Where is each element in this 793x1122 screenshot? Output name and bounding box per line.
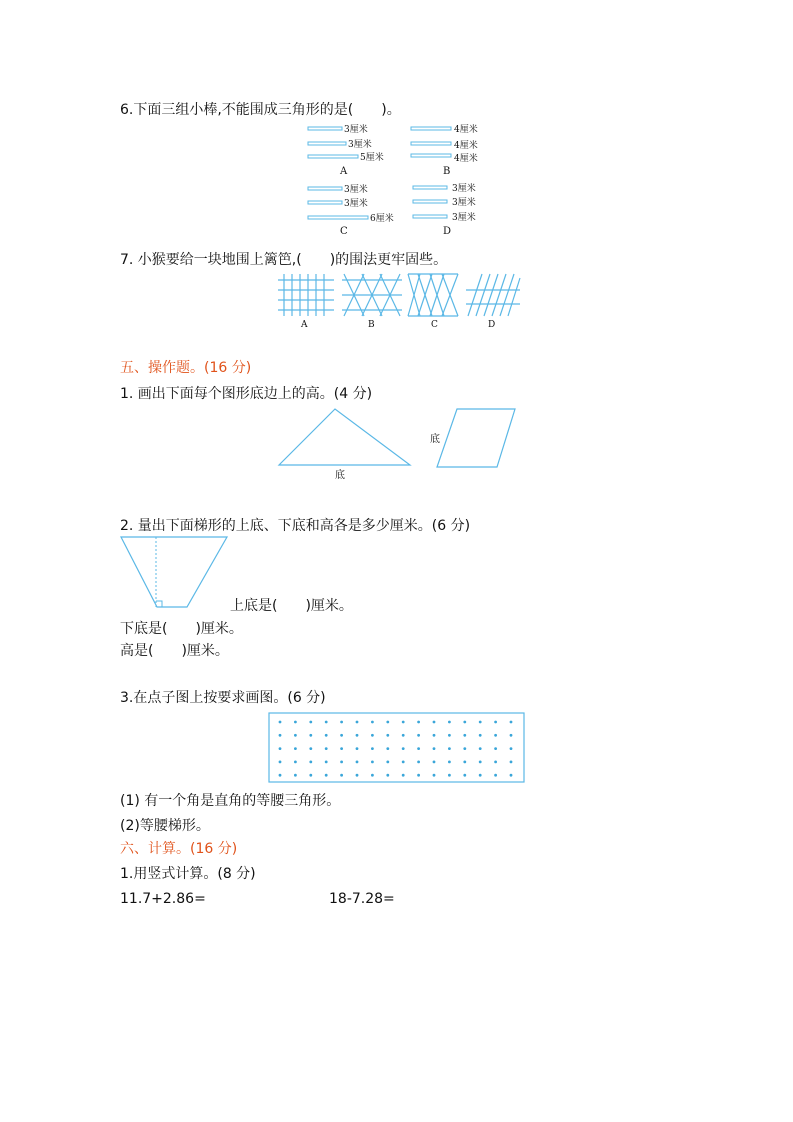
- expression-2: 18-7.28=: [329, 891, 395, 907]
- grid-dot: [279, 747, 282, 750]
- grid-dot: [479, 721, 482, 724]
- grid-dot: [325, 721, 328, 724]
- trapezoid-figure: [117, 535, 233, 611]
- section-6-score: (16 分): [190, 841, 238, 857]
- grid-dot: [371, 747, 374, 750]
- grid-dot: [386, 747, 389, 750]
- grid-dot: [309, 774, 312, 777]
- operation-2-text: 2. 量出下面梯形的上底、下底和高各是多少厘米。(6 分): [120, 518, 471, 534]
- grid-dot: [463, 747, 466, 750]
- grid-dot: [463, 774, 466, 777]
- grid-dot: [309, 734, 312, 737]
- grid-dot: [340, 734, 343, 737]
- grid-dot: [325, 747, 328, 750]
- grid-dot: [279, 761, 282, 764]
- grid-dot: [494, 761, 497, 764]
- operation-1-text: 1. 画出下面每个图形底边上的高。(4 分): [120, 386, 373, 402]
- grid-dot: [479, 747, 482, 750]
- grid-dot: [433, 721, 436, 724]
- fence-c-label: C: [431, 320, 438, 330]
- grid-dot: [356, 761, 359, 764]
- stick-label-b2: 4厘米: [454, 141, 478, 151]
- grid-dot: [356, 734, 359, 737]
- requirement-2: (2)等腰梯形。: [120, 818, 210, 834]
- requirement-1: (1) 有一个角是直角的等腰三角形。: [120, 793, 341, 809]
- grid-dot: [279, 721, 282, 724]
- sticks-figure: [300, 120, 500, 240]
- grid-dot: [433, 747, 436, 750]
- grid-dot: [340, 721, 343, 724]
- fence-a-label: A: [301, 320, 308, 330]
- grid-dot: [340, 761, 343, 764]
- grid-dot: [325, 761, 328, 764]
- stick-label-c3: 6厘米: [370, 214, 394, 224]
- stick-label-b3: 4厘米: [454, 154, 478, 164]
- option-c-label: C: [340, 226, 348, 237]
- grid-dot: [402, 774, 405, 777]
- grid-dot: [479, 734, 482, 737]
- grid-dot: [417, 734, 420, 737]
- grid-dot: [510, 734, 513, 737]
- grid-dot: [448, 747, 451, 750]
- grid-dot: [433, 761, 436, 764]
- grid-dot: [386, 734, 389, 737]
- grid-dot: [417, 747, 420, 750]
- grid-dot: [448, 761, 451, 764]
- grid-dot: [510, 774, 513, 777]
- grid-dot: [494, 747, 497, 750]
- stick-label-c1: 3厘米: [344, 185, 368, 195]
- grid-dot: [402, 747, 405, 750]
- triangle-base-label: 底: [335, 470, 345, 481]
- grid-dot: [309, 747, 312, 750]
- grid-dot: [417, 774, 420, 777]
- question-6-text: 6.下面三组小棒,不能围成三角形的是( )。: [120, 102, 401, 118]
- grid-dot: [371, 721, 374, 724]
- grid-dot: [479, 761, 482, 764]
- grid-dot: [448, 721, 451, 724]
- grid-dot: [402, 761, 405, 764]
- grid-dot: [294, 734, 297, 737]
- fence-d-label: D: [488, 320, 496, 330]
- grid-dot: [325, 774, 328, 777]
- fence-b-label: B: [368, 320, 375, 330]
- stick-label-d3: 3厘米: [452, 213, 476, 223]
- grid-dot: [433, 734, 436, 737]
- option-b-label: B: [443, 166, 451, 177]
- grid-dot: [340, 747, 343, 750]
- question-7-text: 7. 小猴要给一块地围上篱笆,( )的围法更牢固些。: [120, 252, 448, 268]
- grid-dot: [386, 761, 389, 764]
- dot-grid-border: [269, 713, 524, 782]
- expression-1: 11.7+2.86=: [120, 891, 206, 907]
- grid-dot: [448, 774, 451, 777]
- grid-dot: [325, 734, 328, 737]
- stick-label-d2: 3厘米: [452, 198, 476, 208]
- grid-dot: [356, 747, 359, 750]
- grid-dot: [463, 721, 466, 724]
- triangle-shape: [279, 409, 410, 465]
- stick-label-d1: 3厘米: [452, 184, 476, 194]
- dot-grid: [268, 712, 526, 784]
- option-a-label: A: [340, 166, 348, 177]
- grid-dot: [510, 721, 513, 724]
- grid-dot: [479, 774, 482, 777]
- grid-dot: [463, 761, 466, 764]
- grid-dot: [433, 774, 436, 777]
- option-d-label: D: [443, 226, 452, 237]
- grid-dot: [309, 761, 312, 764]
- stick-label-a3: 5厘米: [360, 153, 384, 163]
- grid-dot: [417, 761, 420, 764]
- trapezoid-shape: [121, 537, 227, 607]
- grid-dot: [340, 774, 343, 777]
- grid-dot: [494, 774, 497, 777]
- stick-label-b1: 4厘米: [454, 125, 478, 135]
- grid-dot: [402, 721, 405, 724]
- grid-dot: [494, 734, 497, 737]
- stick-label-a2: 3厘米: [348, 140, 372, 150]
- grid-dot: [371, 774, 374, 777]
- grid-dot: [386, 721, 389, 724]
- grid-dot: [463, 734, 466, 737]
- grid-dot: [371, 734, 374, 737]
- section-5-title: 五、操作题。: [120, 360, 204, 376]
- parallelogram-base-label: 底: [430, 434, 440, 445]
- lower-base-answer: 下底是( )厘米。: [120, 621, 243, 637]
- upper-base-answer: 上底是( )厘米。: [230, 598, 353, 614]
- height-answer: 高是( )厘米。: [120, 643, 229, 659]
- grid-dot: [356, 774, 359, 777]
- grid-dot: [510, 761, 513, 764]
- calculation-1-text: 1.用竖式计算。(8 分): [120, 866, 256, 882]
- shapes-figure: [275, 405, 525, 483]
- stick-label-a1: 3厘米: [344, 125, 368, 135]
- section-6-title: 六、计算。: [120, 841, 190, 857]
- section-6-heading: [120, 840, 237, 858]
- grid-dot: [294, 721, 297, 724]
- stick-label-c2: 3厘米: [344, 199, 368, 209]
- grid-dot: [494, 721, 497, 724]
- grid-dot: [294, 747, 297, 750]
- grid-dot: [279, 774, 282, 777]
- grid-dot: [279, 734, 282, 737]
- grid-dot: [448, 734, 451, 737]
- grid-dot: [371, 761, 374, 764]
- grid-dot: [417, 721, 420, 724]
- operation-3-text: 3.在点子图上按要求画图。(6 分): [120, 690, 326, 706]
- grid-dot: [510, 747, 513, 750]
- grid-dot: [402, 734, 405, 737]
- fence-figure: [270, 270, 530, 332]
- section-5-score: (16 分): [204, 360, 252, 376]
- grid-dot: [386, 774, 389, 777]
- grid-dot: [294, 761, 297, 764]
- grid-dot: [356, 721, 359, 724]
- section-5-heading: [120, 359, 251, 377]
- grid-dot: [294, 774, 297, 777]
- parallelogram-shape: [437, 409, 515, 467]
- grid-dot: [309, 721, 312, 724]
